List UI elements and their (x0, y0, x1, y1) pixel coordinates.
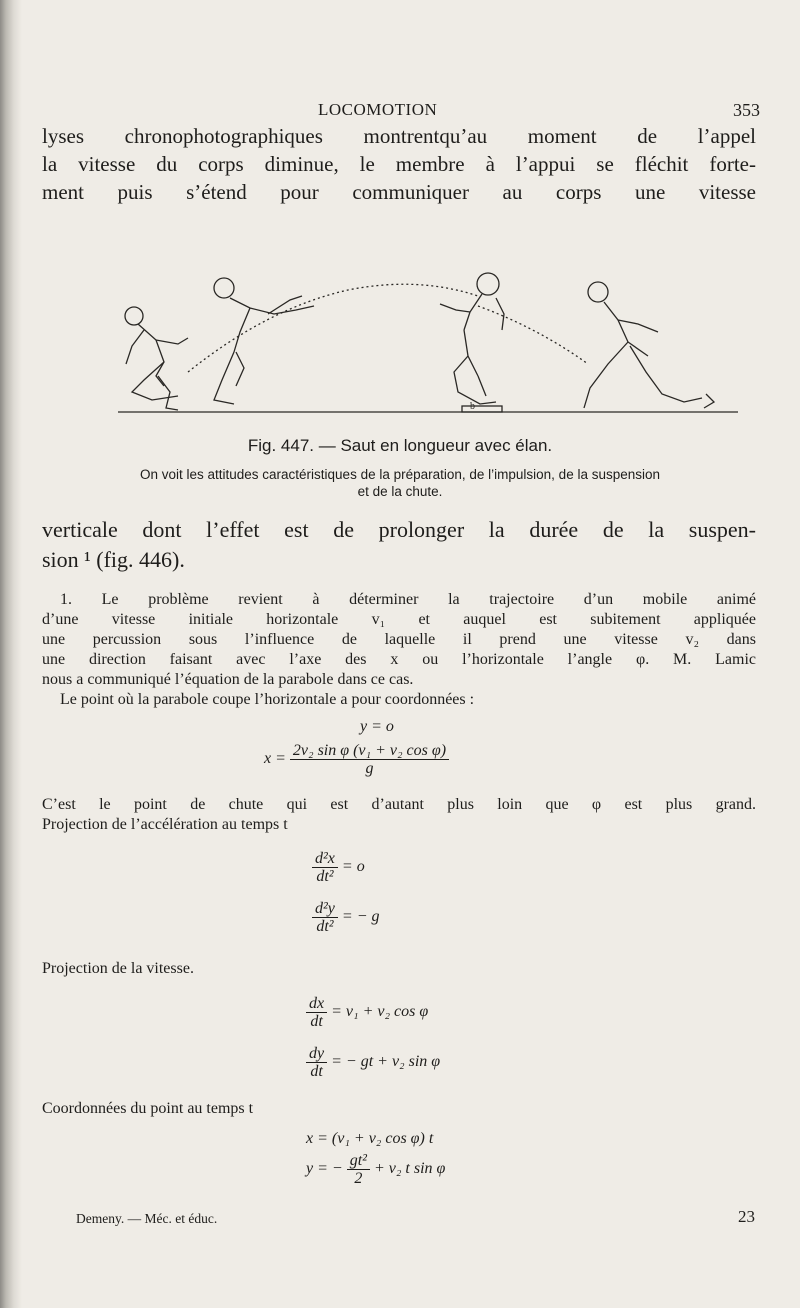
figure-description (0, 466, 800, 500)
text-line: ment puis s’étend pour communiquer au corps une vitesse (42, 180, 756, 204)
fraction-numerator: dy (306, 1045, 327, 1063)
equation-lhs: y = − (306, 1160, 343, 1178)
equation-acceleration-x (312, 850, 365, 885)
text-line: 1. Le problème revient à déterminer la trajectoire d’un mobile animé (60, 591, 756, 608)
fraction-denominator: dt (310, 1063, 323, 1080)
fraction-numerator: d²x (312, 850, 338, 868)
equation-velocity-y (306, 1045, 440, 1080)
figure-caption: Fig. 447. — Saut en longueur avec élan. (247, 436, 553, 455)
equation-rhs: = − gt + v₂ sin φ (331, 1053, 441, 1071)
equation-fraction (290, 742, 449, 777)
fraction-numerator: 2v₂ sin φ (v₁ + v₂ cos φ) (290, 742, 449, 760)
figure-description-line: On voit les attitudes caractéristiques de la préparation, de l’impulsion, de la suspension (139, 467, 661, 482)
fraction-denominator: dt (310, 1013, 323, 1030)
trajectory-lower (478, 306, 588, 364)
athlete-preparation (125, 307, 188, 410)
fraction-denominator: dt² (316, 918, 334, 935)
velocity-label: Projection de la vitesse. (42, 960, 194, 977)
fraction-denominator: 2 (354, 1170, 363, 1187)
equation-rhs: + v₂ t sin φ (373, 1160, 446, 1178)
athlete-impulsion (214, 278, 314, 404)
text-line: une percussion sous l’influence de laquelle il prend une vitesse v₂ dans (42, 631, 756, 648)
text-line: une direction faisant avec l’axe des x ou l’horizontale l’angle φ. M. Lamic (42, 651, 756, 668)
equation-lhs: x = (264, 750, 286, 768)
text-line: la vitesse du corps diminue, le membre à l’appui se fléchit forte- (42, 152, 756, 176)
figure-description-line: et de la chute. (357, 484, 443, 499)
page-binding-edge (0, 0, 22, 1308)
fraction-numerator: gt² (347, 1152, 370, 1170)
equation-x-landing (264, 742, 449, 777)
equation-rhs: = − g (341, 908, 380, 926)
text-line: lyses chronophotographiques montrentqu’au moment de l’appel (42, 124, 756, 148)
page-header (0, 100, 800, 124)
text-line: verticale dont l’effet est de prolonger la durée de la suspen- (42, 517, 756, 542)
text-line: sion ¹ (fig. 446). (42, 547, 185, 572)
equation-position-y (306, 1152, 445, 1187)
equation-y-zero: y = o (360, 718, 394, 735)
equation-rhs: = o (341, 858, 365, 876)
footnote (42, 590, 756, 710)
long-jump-figure (118, 268, 738, 416)
fraction-numerator: d²y (312, 900, 338, 918)
text-line: d’une vitesse initiale horizontale v₁ et auquel est subitement appliquée (42, 611, 756, 628)
intro-paragraph (42, 122, 756, 206)
text-line: Projection de l’accélération au temps t (42, 816, 288, 833)
text-line: C’est le point de chute qui est d’autant plus loin que φ est plus grand. (42, 796, 756, 813)
footer-source: Demeny. — Méc. et éduc. (76, 1211, 218, 1226)
equation-rhs: = v₁ + v₂ cos φ (331, 1003, 429, 1021)
athlete-fall (584, 282, 714, 408)
figure-marker: b (470, 401, 475, 412)
page-number: 353 (733, 100, 760, 120)
main-paragraph (42, 515, 756, 575)
footer-signature-number: 23 (738, 1207, 755, 1226)
text-line: Le point où la parabole coupe l’horizontale a pour coordonnées : (60, 691, 475, 708)
fraction-denominator: dt² (316, 868, 334, 885)
equation-text (42, 795, 756, 835)
text-line: nous a communiqué l’équation de la parabole dans ce cas. (42, 671, 414, 688)
running-title: LOCOMOTION (318, 100, 438, 119)
equation-acceleration-y (312, 900, 380, 935)
coordinates-label: Coordonnées du point au temps t (42, 1100, 254, 1117)
fraction-denominator: g (365, 760, 374, 777)
equation-position-x: x = (v₁ + v₂ cos φ) t (306, 1130, 434, 1147)
equation-velocity-x (306, 995, 428, 1030)
fraction-numerator: dx (306, 995, 327, 1013)
